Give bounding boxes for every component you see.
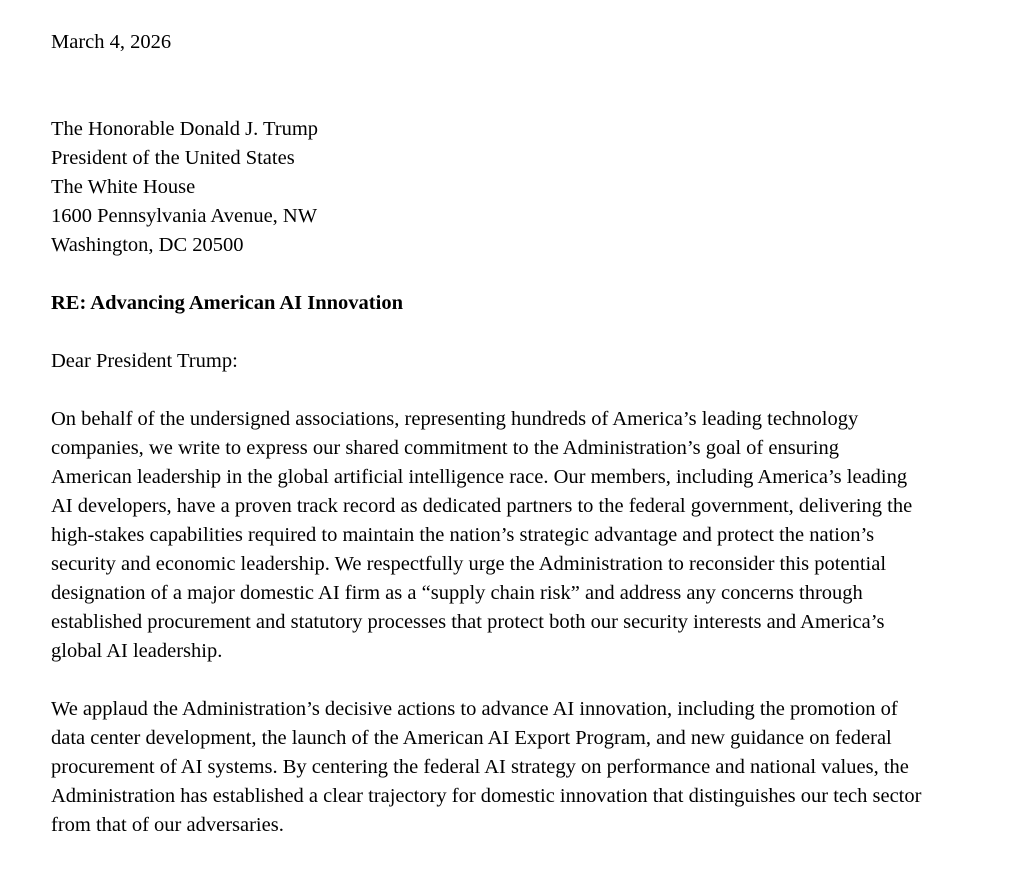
recipient-line: The Honorable Donald J. Trump bbox=[51, 118, 319, 140]
paragraph-line: We applaud the Administration’s decisive actions to advance AI innovation, including the promotion of bbox=[51, 698, 898, 720]
paragraph-line: Administration has established a clear trajectory for domestic innovation that distinguishes our tech sector bbox=[51, 785, 922, 807]
paragraph-line: data center development, the launch of the American AI Export Program, and new guidance on federal bbox=[51, 727, 892, 749]
paragraph-line: global AI leadership. bbox=[51, 640, 223, 662]
recipient-line: President of the United States bbox=[51, 147, 295, 169]
paragraph-line: established procurement and statutory processes that protect both our security interests and America’s bbox=[51, 611, 885, 633]
body-paragraph-1 bbox=[51, 405, 1011, 666]
recipient-line: 1600 Pennsylvania Avenue, NW bbox=[51, 205, 318, 227]
paragraph-line: companies, we write to express our shared commitment to the Administration’s goal of ensuring bbox=[51, 437, 839, 459]
body-paragraph-2 bbox=[51, 695, 1011, 840]
letter-page bbox=[51, 28, 1011, 869]
salutation: Dear President Trump: bbox=[51, 350, 238, 372]
recipient-line: Washington, DC 20500 bbox=[51, 234, 244, 256]
paragraph-line: On behalf of the undersigned associations, representing hundreds of America’s leading technology bbox=[51, 408, 859, 430]
paragraph-line: AI developers, have a proven track record as dedicated partners to the federal government, delivering the bbox=[51, 495, 913, 517]
paragraph-line: from that of our adversaries. bbox=[51, 814, 284, 836]
paragraph-line: high-stakes capabilities required to maintain the nation’s strategic advantage and protect the nation’s bbox=[51, 524, 875, 546]
paragraph-line: American leadership in the global artificial intelligence race. Our members, including America’s leading bbox=[51, 466, 908, 488]
letter-date: March 4, 2026 bbox=[51, 31, 172, 53]
subject-line: RE: Advancing American AI Innovation bbox=[51, 292, 403, 314]
paragraph-line: procurement of AI systems. By centering the federal AI strategy on performance and national values, the bbox=[51, 756, 909, 778]
paragraph-line: designation of a major domestic AI firm as a “supply chain risk” and address any concerns through bbox=[51, 582, 863, 604]
recipient-address bbox=[51, 115, 1011, 260]
recipient-line: The White House bbox=[51, 176, 196, 198]
paragraph-line: security and economic leadership. We respectfully urge the Administration to reconsider this potential bbox=[51, 553, 887, 575]
